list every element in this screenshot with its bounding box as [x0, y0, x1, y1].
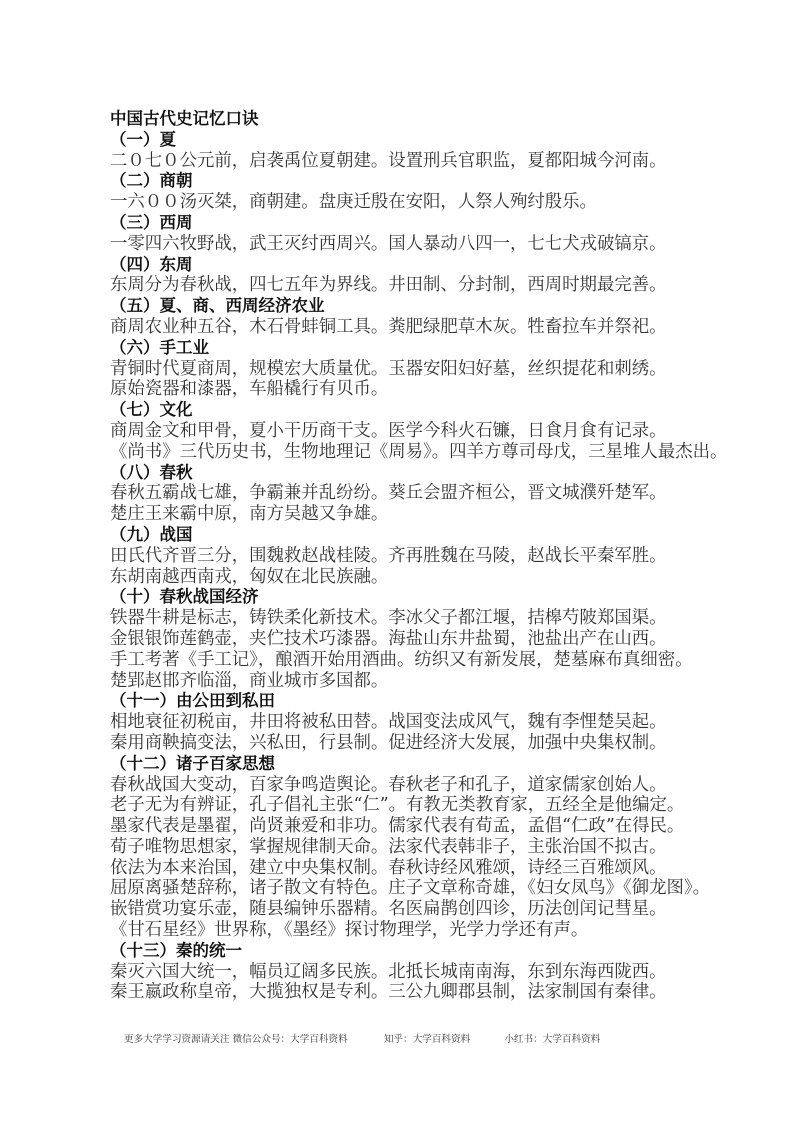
- verse-line: 秦王嬴政称皇帝，大揽独权是专利。三公九卿郡县制，法家制国有秦律。: [110, 982, 667, 1003]
- verse-line: 秦用商鞅搞变法，兴私田，行县制。促进经济大发展，加强中央集权制。: [110, 732, 667, 753]
- verse-line: 楚郢赵邯齐临淄，商业城市多国都。: [110, 670, 389, 691]
- section-heading: （十）春秋战国经济: [110, 587, 259, 607]
- section: [110, 941, 710, 1003]
- verse-line: 青铜时代夏商周，规模宏大质量优。玉器安阳妇好墓，丝织提花和刺绣。: [110, 358, 667, 379]
- section: [110, 525, 710, 587]
- document-title: 中国古代史记忆口诀: [110, 109, 259, 128]
- verse-line: 《甘石星经》世界称，《墨经》探讨物理学，光学力学还有声。: [110, 920, 589, 941]
- section-heading: （九）战国: [110, 524, 193, 544]
- verse-line: 东胡南越西南戎，匈奴在北民族融。: [110, 566, 389, 587]
- verse-line: 手工考著《手工记》，酿酒开始用酒曲。纺织又有新发展，楚墓麻布真细密。: [110, 649, 693, 670]
- section-heading: （十一）由公田到私田: [110, 691, 275, 711]
- page-footer: [124, 1031, 600, 1045]
- section-heading: （四）东周: [110, 254, 193, 274]
- footer-xiaohongshu: 小红书：大学百科资料: [504, 1034, 601, 1045]
- section: [110, 463, 710, 525]
- section-heading: （三）西周: [110, 212, 193, 232]
- verse-line: 嵌错赏功宴乐壶，随县编钟乐器精。名医扁鹊创四诊，历法创闰记彗星。: [110, 899, 667, 920]
- section-heading: （八）春秋: [110, 462, 193, 482]
- verse-line: 原始瓷器和漆器，车船橇行有贝币。: [110, 379, 389, 400]
- section: [110, 171, 710, 213]
- verse-line: 铁器牛耕是标志，铸铁柔化新技术。李冰父子都江堰，拮槔芍陂郑国渠。: [110, 608, 667, 629]
- verse-line: 墨家代表是墨翟，尚贤兼爱和非功。儒家代表有荀孟，孟倡“仁政”在得民。: [110, 816, 685, 837]
- verse-line: 春秋五霸战七雄，争霸兼并乱纷纷。葵丘会盟齐桓公，晋文城濮歼楚军。: [110, 483, 667, 504]
- section: [110, 338, 710, 400]
- section-heading: （十三）秦的统一: [110, 940, 242, 960]
- footer-zhihu: 知乎：大学百科资料: [383, 1034, 471, 1045]
- section: [110, 587, 710, 691]
- verse-line: 二０七０公元前，启袭禹位夏朝建。设置刑兵官职监，夏都阳城今河南。: [110, 150, 667, 171]
- section-heading: （五）夏、商、西周经济农业: [110, 296, 325, 316]
- verse-line: 秦灭六国大统一，幅员辽阔多民族。北抵长城南南海，东到东海西陇西。: [110, 961, 667, 982]
- verse-line: 商周金文和甲骨，夏小干历商干支。医学今科火石镰，日食月食有记录。: [110, 420, 667, 441]
- section-heading: （二）商朝: [110, 171, 193, 191]
- section: [110, 691, 710, 753]
- verse-line: 楚庄王来霸中原，南方吴越又争雄。: [110, 504, 389, 525]
- section: [110, 754, 710, 941]
- verse-line: 相地衰征初税亩，井田将被私田替。战国变法成风气，魏有李悝楚吴起。: [110, 712, 667, 733]
- section-heading: （十二）诸子百家思想: [110, 753, 275, 773]
- verse-line: 田氏代齐晋三分，围魏救赵战桂陵。齐再胜魏在马陵，赵战长平秦军胜。: [110, 545, 667, 566]
- verse-line: 荀子唯物思想家，掌握规律制天命。法家代表韩非子，主张治国不拟古。: [110, 836, 667, 857]
- verse-line: 老子无为有辨证，孔子倡礼主张“仁”。有教无类教育家，五经全是他编定。: [110, 795, 685, 816]
- verse-line: 屈原离骚楚辞称，诸子散文有特色。庄子文章称奇雄，《妇女凤鸟》《御龙图》。: [110, 878, 710, 899]
- verse-line: 《尚书》三代历史书，生物地理记《周易》。四羊方尊司母戊，三星堆人最杰出。: [110, 441, 728, 462]
- verse-line: 商周农业种五谷，木石骨蚌铜工具。粪肥绿肥草木灰。牲畜拉车并祭祀。: [110, 316, 667, 337]
- footer-promo: 更多大学学习资源请关注 微信公众号：大学百科资料: [124, 1034, 348, 1045]
- verse-line: 一零四六牧野战，武王灭纣西周兴。国人暴动八四一，七七犬戎破镐京。: [110, 233, 667, 254]
- verse-line: 金银银饰莲鹤壶，夹伫技术巧漆器。海盐山东井盐蜀，池盐出产在山西。: [110, 628, 667, 649]
- section: [110, 130, 710, 172]
- section-heading: （一）夏: [110, 129, 176, 149]
- verse-line: 依法为本来治国，建立中央集权制。春秋诗经风雅颂，诗经三百雅颂风。: [110, 857, 667, 878]
- section: [110, 296, 710, 338]
- section-heading: （六）手工业: [110, 337, 209, 357]
- section: [110, 400, 728, 462]
- document-body: [110, 109, 728, 1003]
- verse-line: 春秋战国大变动，百家争鸣造舆论。春秋老子和孔子，道家儒家创始人。: [110, 774, 667, 795]
- section: [110, 213, 710, 255]
- section: [110, 255, 710, 297]
- section-heading: （七）文化: [110, 400, 193, 420]
- verse-line: 一六００汤灭桀，商朝建。盘庚迁殷在安阳，人祭人殉纣殷乐。: [110, 192, 597, 213]
- verse-line: 东周分为春秋战，四七五年为界线。井田制、分封制，西周时期最完善。: [110, 275, 667, 296]
